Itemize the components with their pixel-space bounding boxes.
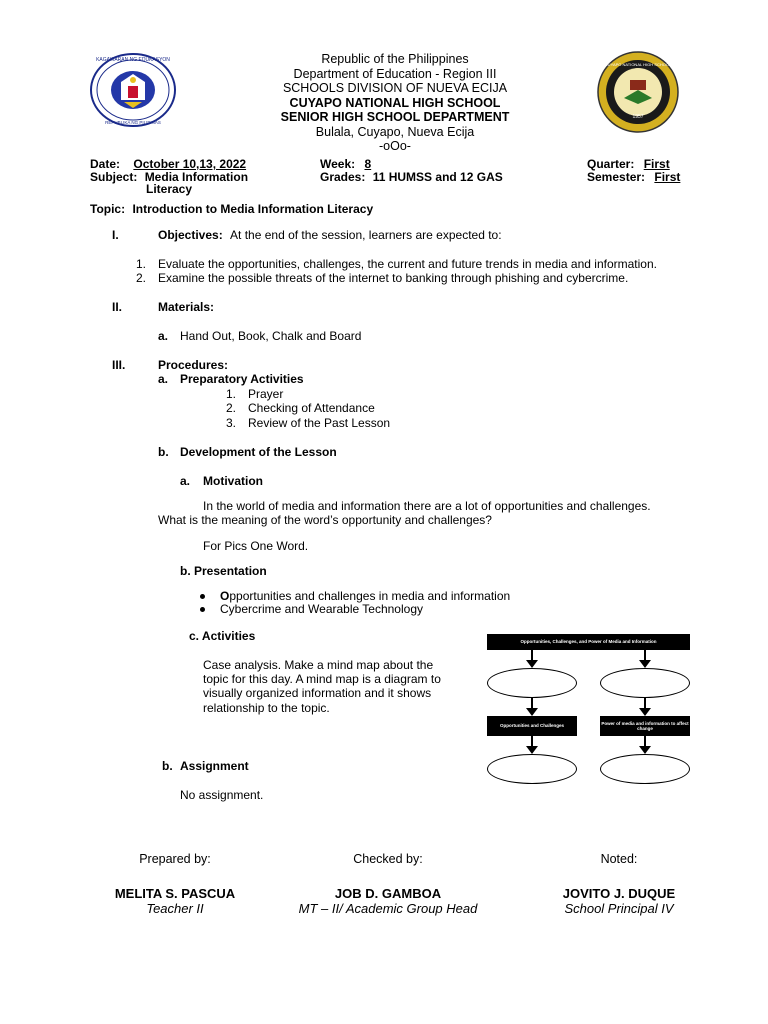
signature-title: MT – II/ Academic Group Head <box>298 901 478 916</box>
presentation-item-1 <box>220 589 510 603</box>
presentation-item-text: pportunities and challenges in media and information <box>229 589 511 603</box>
dev-letter: b. <box>158 445 169 459</box>
topic-row <box>90 202 373 216</box>
objective-text: Examine the possible threats of the internet to banking through phishing and cybercrime. <box>158 271 629 285</box>
subject-label: Subject: <box>90 170 138 184</box>
activities-text-3: visually organized information and it shows <box>203 686 432 700</box>
activities-text-4: relationship to the topic. <box>203 701 330 715</box>
signature-name: JOVITO J. DUQUE <box>562 886 676 901</box>
signature-title: School Principal IV <box>564 901 674 916</box>
letterhead <box>230 52 560 154</box>
header-line-address: Bulala, Cuyapo, Nueva Ecija <box>315 124 475 139</box>
quarter-row <box>587 157 670 171</box>
week-row <box>320 157 402 171</box>
assignment-letter: b. <box>162 759 173 773</box>
deped-seal-text-top: KAGAWARAN NG EDUKASYON <box>96 57 170 63</box>
deped-seal-logo <box>88 52 178 128</box>
prep-item-3 <box>226 416 391 430</box>
assignment-label: Assignment <box>180 759 249 773</box>
activities-text-2: topic for this day. A mind map is a diagram to <box>203 672 441 686</box>
objective-num: 1. <box>136 257 147 271</box>
mind-map-ellipse-right-1 <box>600 668 690 698</box>
assignment-text: No assignment. <box>180 788 264 802</box>
prep-num: 3. <box>226 416 237 430</box>
quarter-value: First <box>643 157 670 171</box>
materials-numeral: II. <box>112 300 123 314</box>
signature-name: MELITA S. PASCUA <box>114 886 236 901</box>
bullet-icon <box>200 607 205 612</box>
semester-row <box>587 170 680 184</box>
objective-text: Evaluate the opportunities, challenges, the current and future trends in media and information. <box>158 257 657 271</box>
signature-block-noted <box>545 852 693 916</box>
motivation-letter: a. <box>180 474 191 488</box>
header-line-division: SCHOOLS DIVISION OF NUEVA ECIJA <box>282 81 508 95</box>
presentation-item-2 <box>220 602 423 616</box>
materials-text: Hand Out, Book, Chalk and Board <box>180 329 362 343</box>
objective-num: 2. <box>136 271 147 285</box>
header-line-department: SENIOR HIGH SCHOOL DEPARTMENT <box>280 110 510 124</box>
grades-value: 11 HUMSS and 12 GAS <box>372 170 503 184</box>
prep-letter: a. <box>158 372 169 386</box>
signature-role: Prepared by: <box>139 852 211 866</box>
prep-num: 2. <box>226 401 237 415</box>
school-seal-year: 1957 <box>632 114 644 120</box>
semester-value: First <box>654 170 681 184</box>
activities-label: c. Activities <box>189 629 256 643</box>
signature-block-prepared <box>95 852 255 916</box>
header-line-republic: Republic of the Philippines <box>321 52 469 66</box>
mind-map-top-box: Opportunities, Challenges, and Power of Media and Information <box>487 634 690 650</box>
mind-map-right-box: Power of media and information to affect change <box>600 716 690 736</box>
presentation-item-initial: O <box>220 589 230 603</box>
prep-num: 1. <box>226 387 237 401</box>
mind-map-ellipse-right-2 <box>600 754 690 784</box>
objective-item-1 <box>136 257 657 271</box>
topic-value: Introduction to Media Information Literacy <box>132 202 374 216</box>
signature-title: Teacher II <box>146 901 204 916</box>
mind-map-left-box: Opportunities and Challenges <box>487 716 577 736</box>
topic-label: Topic: <box>90 202 126 216</box>
week-value: 8 <box>364 157 372 171</box>
bullet-icon <box>200 594 205 599</box>
materials-label: Materials: <box>158 300 215 314</box>
motivation-text-3: For Pics One Word. <box>203 539 309 553</box>
objectives-label: Objectives: <box>158 228 223 242</box>
signature-block-checked <box>280 852 496 916</box>
week-label: Week: <box>320 157 356 171</box>
date-label: Date: <box>90 157 121 171</box>
subject-value-1: Media Information <box>144 170 249 184</box>
materials-letter: a. <box>158 329 169 343</box>
objectives-numeral: I. <box>112 228 119 242</box>
header-line-deped: Department of Education - Region III <box>293 66 497 81</box>
signature-role: Noted: <box>600 852 638 866</box>
presentation-item-text: Cybercrime and Wearable Technology <box>220 602 423 616</box>
header-line-school: CUYAPO NATIONAL HIGH SCHOOL <box>289 95 501 110</box>
presentation-label: b. Presentation <box>180 564 267 578</box>
procedures-label: Procedures: <box>158 358 229 372</box>
signature-name: JOB D. GAMBOA <box>334 886 442 901</box>
quarter-label: Quarter: <box>587 157 635 171</box>
prep-text: Checking of Attendance <box>248 401 375 415</box>
prep-text: Review of the Past Lesson <box>248 416 391 430</box>
signature-role: Checked by: <box>353 852 423 866</box>
mind-map-ellipse-left-1 <box>487 668 577 698</box>
motivation-text-2: What is the meaning of the word’s opportunity and challenges? <box>158 513 492 527</box>
grades-label: Grades: <box>320 170 366 184</box>
subject-value-2: Literacy <box>146 182 193 196</box>
semester-label: Semester: <box>587 170 646 184</box>
grades-row <box>320 170 503 184</box>
date-value: October 10,13, 2022 <box>133 157 247 171</box>
activities-text-1: Case analysis. Make a mind map about the <box>203 658 434 672</box>
motivation-label: Motivation <box>203 474 263 488</box>
prep-item-1 <box>226 387 284 401</box>
objectives-intro: At the end of the session, learners are expected to: <box>230 228 502 242</box>
prep-item-2 <box>226 401 375 415</box>
motivation-text-1: In the world of media and information there are a lot of opportunities and challenges. <box>203 499 651 513</box>
mind-map-ellipse-left-2 <box>487 754 577 784</box>
school-seal-logo <box>596 50 680 134</box>
header-line-ooo: -oOo- <box>379 139 411 153</box>
prep-text: Prayer <box>248 387 284 401</box>
procedures-numeral: III. <box>112 358 126 372</box>
deped-seal-text-bottom: REPUBLIKA NG PILIPINAS <box>105 120 161 125</box>
prep-label: Preparatory Activities <box>180 372 304 386</box>
dev-label: Development of the Lesson <box>180 445 337 459</box>
school-seal-text: CUYAPO NATIONAL HIGH SCHOOL <box>604 62 672 67</box>
date-row <box>90 157 246 171</box>
objective-item-2 <box>136 271 629 285</box>
objectives-heading <box>158 228 502 242</box>
